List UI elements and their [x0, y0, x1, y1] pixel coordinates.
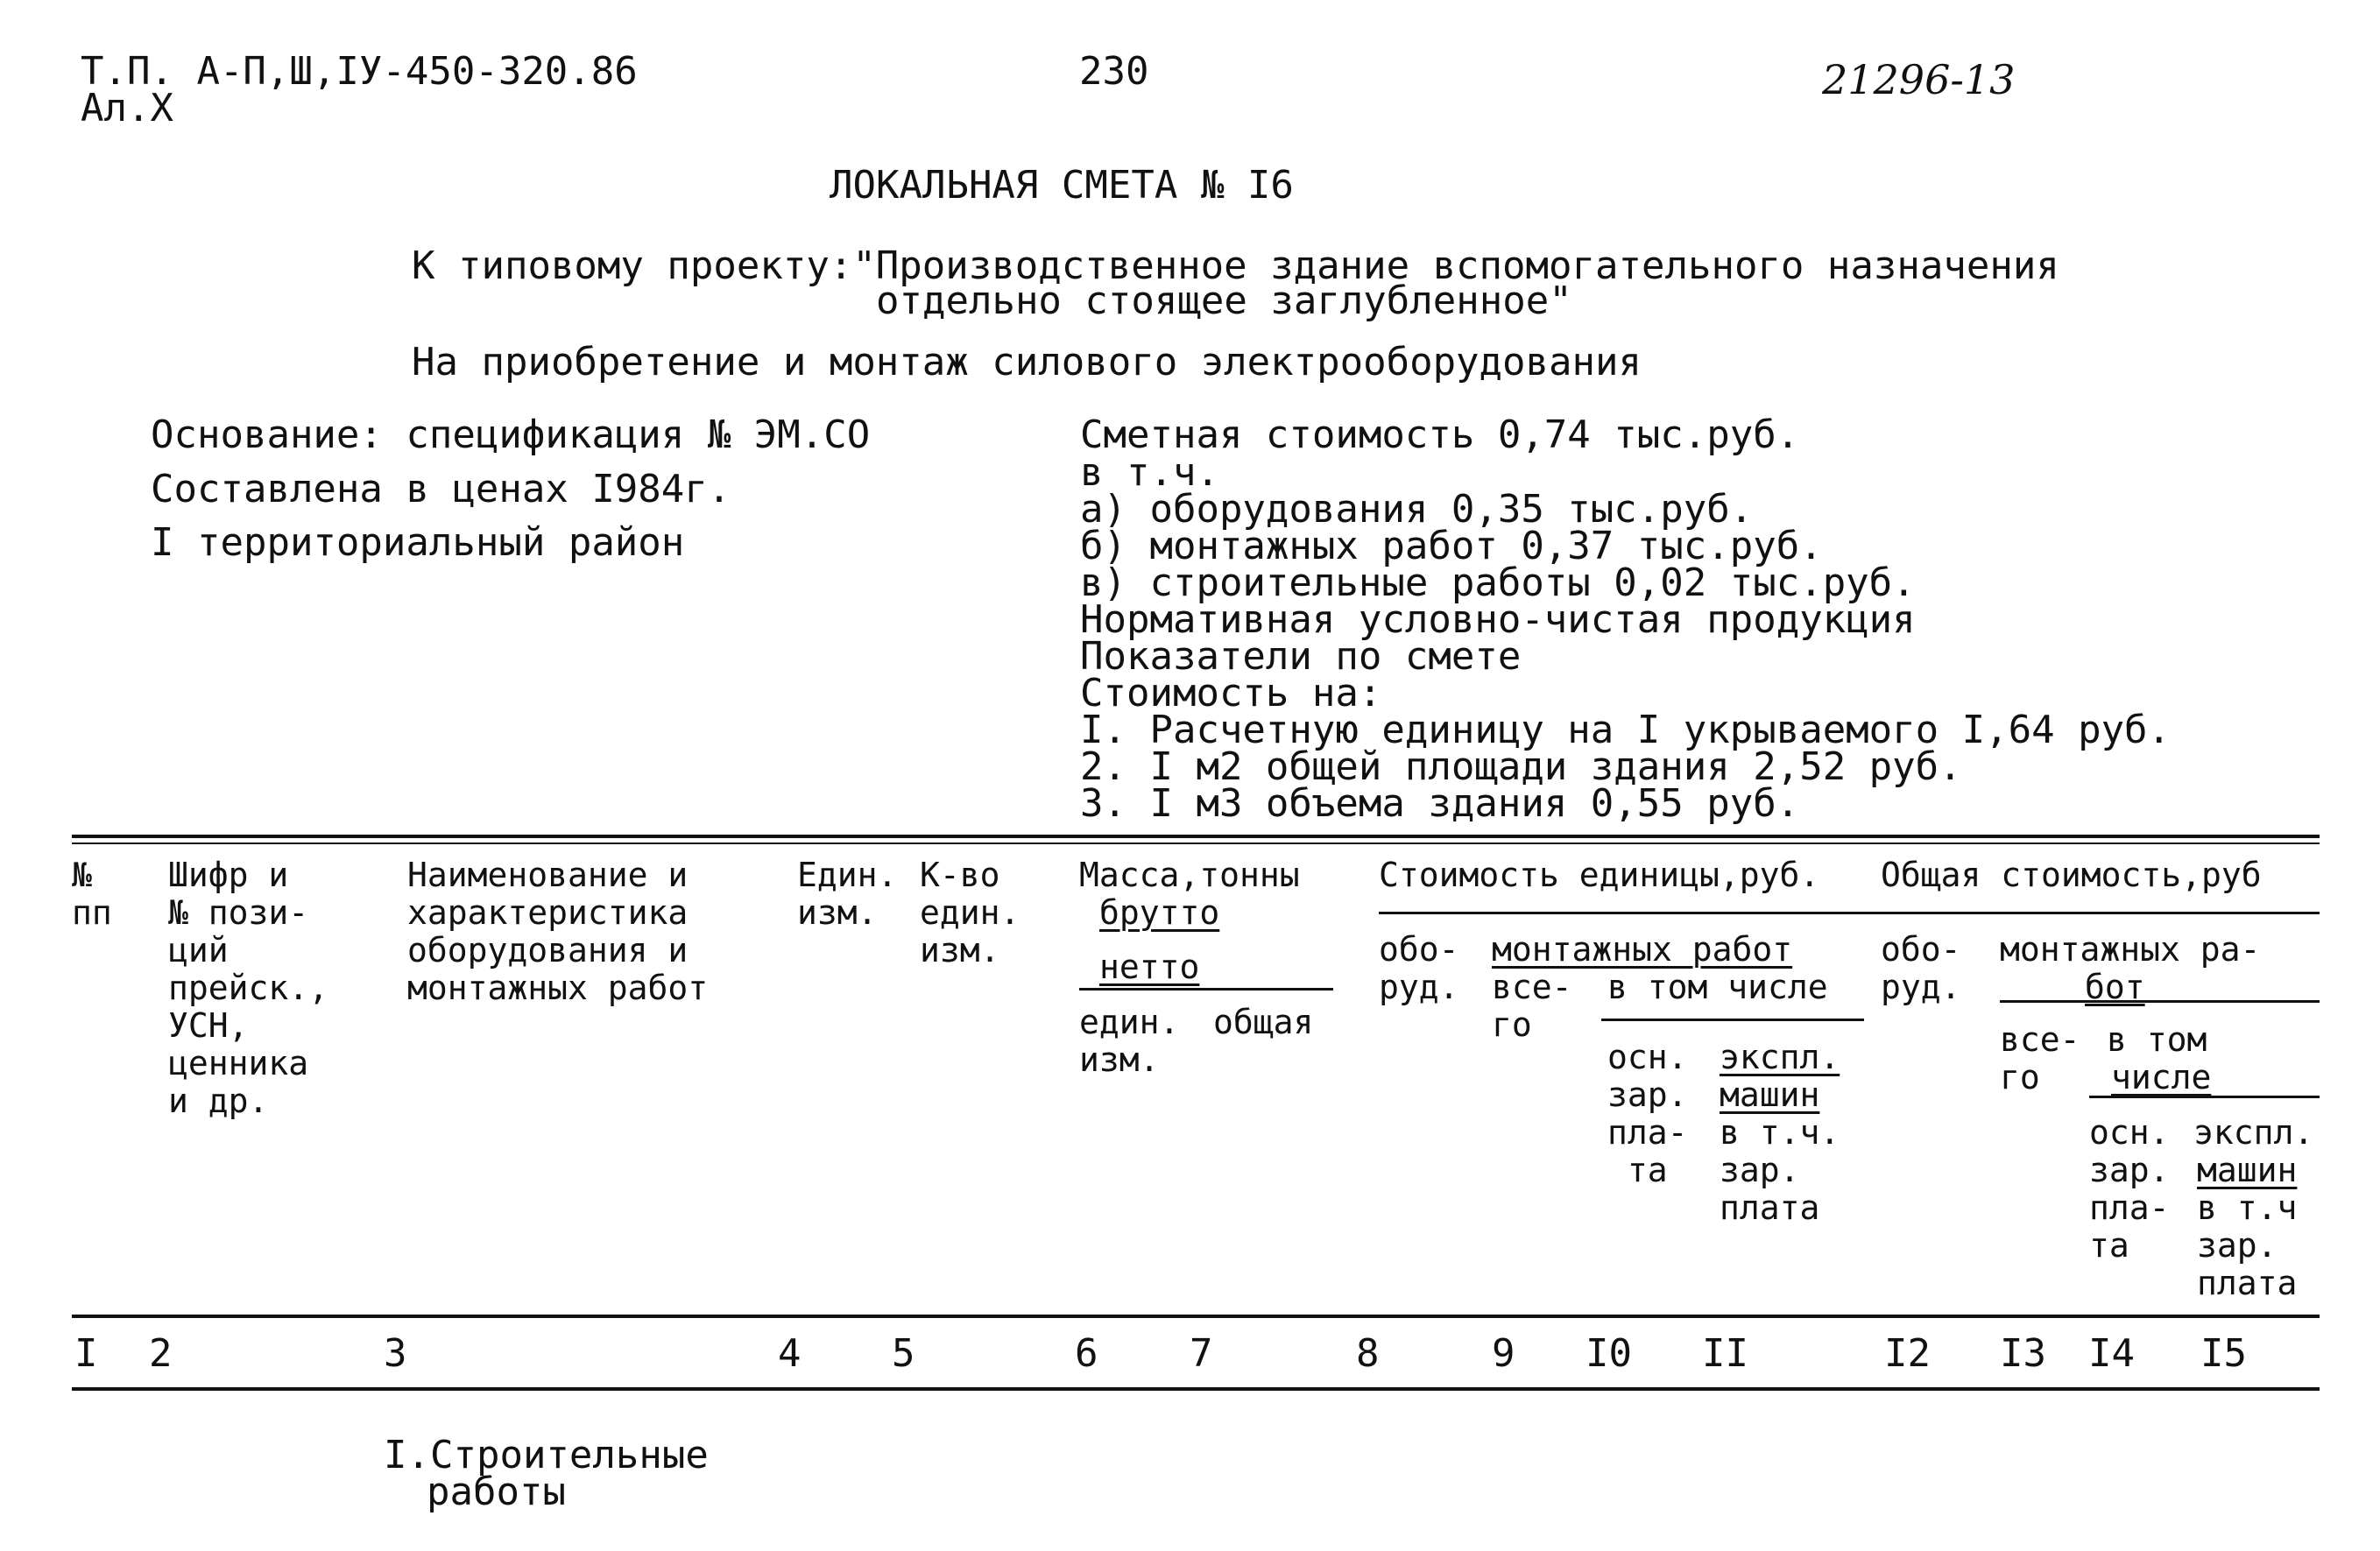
total-including-2: числе [2111, 1058, 2212, 1096]
column-number-11: II [1702, 1331, 1748, 1376]
column-number-7: 7 [1190, 1331, 1213, 1376]
total-installation-2: бот [2085, 968, 2145, 1006]
col-quantity-header: К-во един. изм. [920, 856, 1021, 969]
unit-equipment: обо- руд. [1379, 930, 1459, 1006]
column-number-5: 5 [892, 1331, 915, 1376]
cost-per-label: Стоимость на: [1080, 671, 1382, 716]
indicator-2: 2. I м2 общей площади здания 2,52 руб. [1080, 744, 1962, 789]
equipment-cost: а) оборудования 0,35 тыс.руб. [1080, 487, 1754, 532]
district-line: I территориальный район [151, 520, 685, 565]
col-name-header: Наименование и характеристика оборудования и монтажных работ [407, 856, 709, 1007]
section-title: I.Строительные [384, 1433, 709, 1477]
column-number-3: 3 [384, 1331, 407, 1376]
column-number-10: I0 [1585, 1331, 1632, 1376]
mass-net: нетто [1099, 948, 1200, 986]
column-number-15: I5 [2200, 1331, 2247, 1376]
column-number-13: I3 [2000, 1331, 2046, 1376]
document-title: ЛОКАЛЬНАЯ СМЕТА № I6 [830, 163, 1294, 208]
total-machines-wages: в т.ч зар. плата [2197, 1188, 2298, 1302]
unit-installation-total: все- го [1492, 968, 1572, 1044]
table-top-rule [72, 835, 2320, 838]
column-number-4: 4 [778, 1331, 802, 1376]
document-code: Т.П. А-П,Ш,IУ-450-320.86 [81, 49, 638, 94]
unit-including: в том числе [1607, 968, 1828, 1006]
estimate-cost: Сметная стоимость 0,74 тыс.руб. [1080, 412, 1800, 457]
column-number-1: I [74, 1331, 98, 1376]
col-code-header: Шифр и № пози- ций прейск., УСН, ценника и др. [168, 856, 329, 1120]
handwritten-number: 21296-13 [1822, 56, 2016, 103]
table-top-rule-thin [72, 842, 2320, 844]
column-number-14: I4 [2088, 1331, 2135, 1376]
page-number: 230 [1079, 49, 1149, 94]
indicator-3: 3. I м3 объема здания 0,55 руб. [1080, 781, 1800, 826]
section-title-2: работы [427, 1470, 566, 1514]
total-including: в том [2107, 1020, 2207, 1059]
mass-total: общая [1213, 1003, 1314, 1041]
total-cost-header: Общая стоимость,руб [1881, 856, 2262, 894]
column-number-2: 2 [149, 1331, 173, 1376]
total-install-rule [2000, 1000, 2320, 1003]
mass-rule [1079, 988, 1333, 991]
unit-machines-wages: в т.ч. зар. плата [1720, 1113, 1840, 1227]
total-installation: монтажных ра- [2000, 930, 2261, 969]
unit-incl-rule [1601, 1019, 1864, 1021]
total-machines-2: машин [2197, 1151, 2298, 1189]
project-line-1: К типовому проекту:"Производственное здание вспомогательного назначения [412, 243, 2059, 288]
col-number-header: № пп [72, 856, 112, 932]
indicators-label: Показатели по смете [1080, 634, 1522, 679]
project-line-2: отдельно стоящее заглубленное" [876, 278, 1572, 323]
header-bottom-rule [72, 1315, 2320, 1318]
net-production: Нормативная условно-чистая продукция [1080, 597, 1916, 642]
total-installation-total: все- го [2000, 1020, 2080, 1096]
basis-line: Основание: спецификация № ЭМ.СО [151, 412, 871, 457]
cost-header-rule [1379, 912, 2320, 914]
unit-installation: монтажных работ [1492, 930, 1793, 969]
installation-cost: б) монтажных работ 0,37 тыс.руб. [1080, 524, 1823, 568]
including-label: в т.ч. [1080, 450, 1219, 495]
unit-wages: осн. зар. пла- та [1607, 1038, 1688, 1189]
unit-machines: экспл. машин [1720, 1038, 1840, 1114]
total-equipment: обо- руд. [1881, 930, 1961, 1006]
mass-header: Масса,тонны [1079, 856, 1300, 894]
construction-cost: в) строительные работы 0,02 тыс.руб. [1080, 560, 1916, 605]
unit-cost-header: Стоимость единицы,руб. [1379, 856, 1820, 894]
column-number-8: 8 [1356, 1331, 1380, 1376]
numbers-bottom-rule [72, 1387, 2320, 1391]
col-unit-header: Един. изм. [797, 856, 898, 932]
total-wages: осн. зар. пла- та [2089, 1113, 2170, 1265]
prices-line: Составлена в ценах I984г. [151, 467, 731, 511]
mass-gross: брутто [1099, 893, 1220, 932]
album-number: Ал.Х [81, 86, 173, 130]
column-number-9: 9 [1492, 1331, 1515, 1376]
mass-unit: един. изм. [1079, 1003, 1180, 1079]
column-number-12: I2 [1884, 1331, 1931, 1376]
total-machines: экспл. [2193, 1113, 2314, 1152]
column-number-6: 6 [1075, 1331, 1098, 1376]
indicator-1: I. Расчетную единицу на I укрываемого I,64 руб. [1080, 708, 2172, 752]
purpose-line: На приобретение и монтаж силового электрооборудования [412, 340, 1642, 384]
